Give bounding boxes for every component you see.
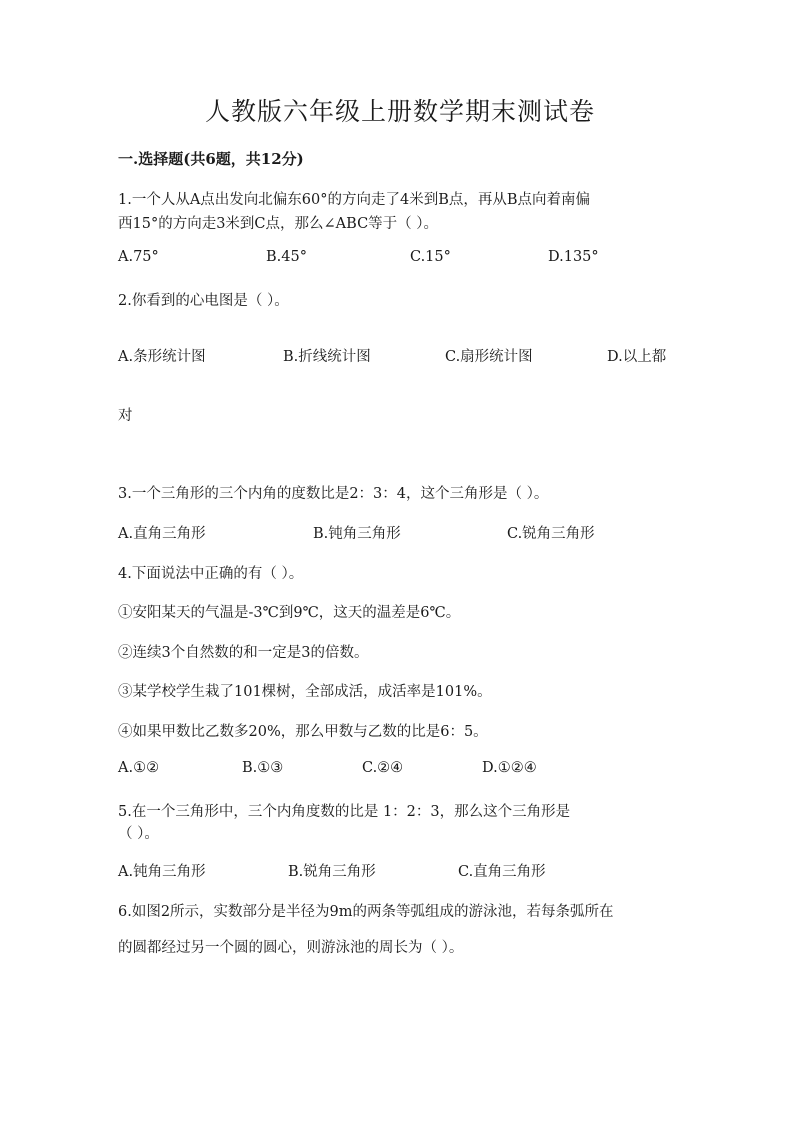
question-4-option-c: C.②④ xyxy=(362,760,404,776)
question-5-line-2: （ ）。 xyxy=(118,826,159,842)
question-6-line-1: 6.如图2所示，实数部分是半径为9m的两条等弧组成的游泳池，若每条弧所在 xyxy=(118,904,614,920)
question-4-statement-2: ②连续3个自然数的和一定是3的倍数。 xyxy=(118,645,369,661)
question-3-option-b: B.钝角三角形 xyxy=(313,526,401,542)
question-4-option-d: D.①②④ xyxy=(482,760,537,776)
question-1-line-1: 1.一个人从A点出发向北偏东60°的方向走了4米到B点，再从B点向着南偏 xyxy=(118,192,591,208)
question-3-line-1: 3.一个三角形的三个内角的度数比是2：3：4，这个三角形是（ ）。 xyxy=(118,486,549,502)
question-3-option-a: A.直角三角形 xyxy=(118,526,206,542)
question-4-option-a: A.①② xyxy=(118,760,160,776)
question-2-option-b: B.折线统计图 xyxy=(283,349,371,365)
question-4-option-b: B.①③ xyxy=(242,760,284,776)
question-2-option-d-wrap: 对 xyxy=(118,408,133,424)
question-3-option-c: C.锐角三角形 xyxy=(507,526,595,542)
question-2-option-c: C.扇形统计图 xyxy=(445,349,533,365)
question-2-line-1: 2.你看到的心电图是（ ）。 xyxy=(118,293,289,309)
question-4-statement-1: ①安阳某天的气温是-3℃到9℃，这天的温差是6℃。 xyxy=(118,605,461,621)
question-1-option-d: D.135° xyxy=(548,249,599,265)
question-1-option-b: B.45° xyxy=(266,249,307,265)
section-heading: 一.选择题(共6题，共12分) xyxy=(118,150,304,168)
question-1-option-a: A.75° xyxy=(118,249,159,265)
question-1-option-c: C.15° xyxy=(410,249,451,265)
question-1-line-2: 西15°的方向走3米到C点，那么∠ABC等于（ ）。 xyxy=(118,216,439,232)
question-5-option-c: C.直角三角形 xyxy=(458,864,546,880)
question-4-statement-3: ③某学校学生栽了101棵树，全部成活，成活率是101%。 xyxy=(118,684,492,700)
question-6-line-2: 的圆都经过另一个圆的圆心，则游泳池的周长为（ ）。 xyxy=(118,940,464,956)
question-4-line-1: 4.下面说法中正确的有（ ）。 xyxy=(118,566,304,582)
question-5-line-1: 5.在一个三角形中，三个内角度数的比是 1：2：3，那么这个三角形是 xyxy=(118,804,571,820)
question-5-option-b: B.锐角三角形 xyxy=(288,864,376,880)
question-4-statement-4: ④如果甲数比乙数多20%，那么甲数与乙数的比是6：5。 xyxy=(118,724,488,740)
question-2-option-d: D.以上都 xyxy=(607,349,667,365)
question-2-option-a: A.条形统计图 xyxy=(118,349,206,365)
question-5-option-a: A.钝角三角形 xyxy=(118,864,206,880)
page-title: 人教版六年级上册数学期末测试卷 xyxy=(204,97,595,126)
